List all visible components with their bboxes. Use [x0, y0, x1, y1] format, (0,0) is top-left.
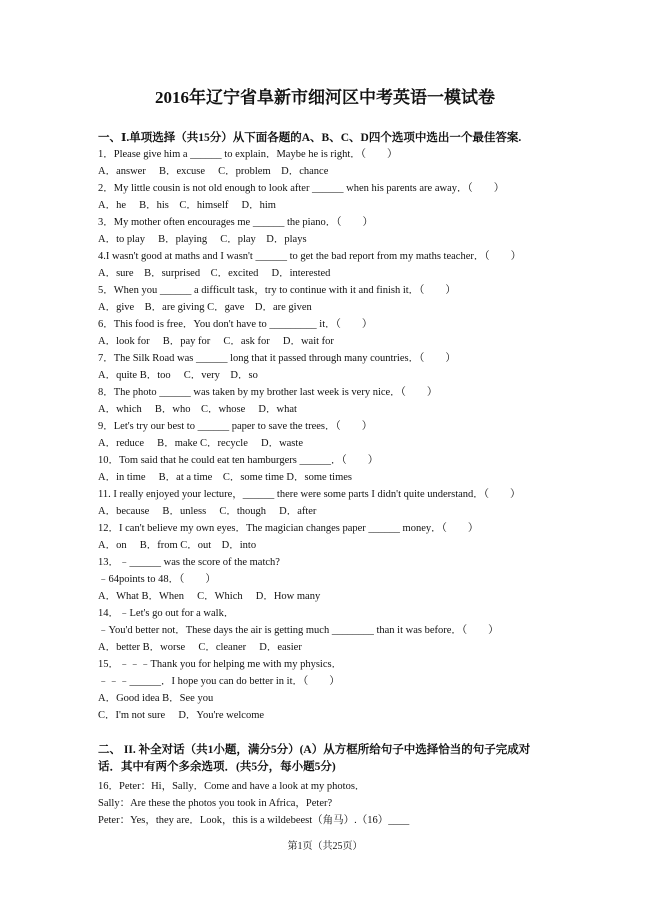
option-line: A．which B．who C．whose D．what: [98, 404, 297, 415]
dialogue-line: Peter：Yes，they are．Look，this is a wildebeest（角马）.（16）____: [98, 815, 410, 826]
option-line: A．What B．When C．Which D．How many: [98, 591, 321, 602]
question-line: 7．The Silk Road was ______ long that it passed through many countries．（ ）: [98, 353, 456, 364]
page-footer: 第1页（共25页）: [287, 841, 363, 852]
question-line: ﹣You'd better not．These days the air is getting much ________ than it was before．（ ）: [98, 625, 499, 636]
question-line: 8．The photo ______ was taken by my brother last week is very nice．（ ）: [98, 387, 438, 398]
option-line: A．answer B．excuse C．problem D．chance: [98, 166, 329, 177]
question-line: 5．When you ______ a difficult task，try to continue with it and finish it．（ ）: [98, 285, 456, 296]
section-1-heading: 一、Ⅰ.单项选择（共15分）从下面各题的A、B、C、D四个选项中选出一个最佳答案.: [98, 132, 522, 144]
question-line: 9．Let's try our best to ______ paper to save the trees．（ ）: [98, 421, 373, 432]
option-line: A．he B．his C．himself D．him: [98, 200, 276, 211]
section-2-heading-line1: 二、 II. 补全对话（共1小题，满分5分）(A）从方框所给句子中选择恰当的句子完成对: [98, 744, 531, 756]
question-line: 11. I really enjoyed your lecture，______ there were some parts I didn't quite understand．（ ）: [98, 489, 521, 500]
option-line: A．reduce B．make C．recycle D．waste: [98, 438, 303, 449]
question-line: ﹣﹣﹣______．I hope you can do better in it．（ ）: [98, 676, 340, 687]
question-line: 14．﹣Let's go out for a walk．: [98, 608, 235, 619]
question-line: 2．My little cousin is not old enough to look after ______ when his parents are away．（ ）: [98, 183, 505, 194]
option-line: A．Good idea B．See you: [98, 693, 214, 704]
page-title: 2016年辽宁省阜新市细河区中考英语一模试卷: [155, 88, 495, 107]
option-line: A．in time B．at a time C．some time D．some times: [98, 472, 353, 483]
option-line: A．sure B．surprised C．excited D．interested: [98, 268, 331, 279]
option-line: A．because B．unless C．though D．after: [98, 506, 317, 517]
question-line: 6．This food is free．You don't have to _________ it．（ ）: [98, 319, 373, 330]
question-line: 10．Tom said that he could eat ten hamburgers ______．（ ）: [98, 455, 379, 466]
question-line: 15．﹣﹣﹣Thank you for helping me with my physics．: [98, 659, 343, 670]
option-line: A．on B．from C．out D．into: [98, 540, 257, 551]
dialogue-line: 16．Peter：Hi，Sally．Come and have a look at my photos．: [98, 781, 366, 792]
question-line: 12．I can't believe my own eyes．The magician changes paper ______ money．（ ）: [98, 523, 479, 534]
section-2-heading-line2: 话．其中有两个多余选项．(共5分，每小题5分): [98, 761, 336, 773]
option-line: A．better B．worse C．cleaner D．easier: [98, 642, 302, 653]
option-line: C．I'm not sure D．You're welcome: [98, 710, 265, 721]
option-line: A．quite B．too C．very D．so: [98, 370, 258, 381]
option-line: A．give B．are giving C．gave D．are given: [98, 302, 312, 313]
option-line: A．look for B．pay for C．ask for D．wait for: [98, 336, 334, 347]
dialogue-line: Sally：Are these the photos you took in Africa，Peter?: [98, 798, 333, 809]
question-line: 4.I wasn't good at maths and I wasn't ______ to get the bad report from my maths teacher．（ ）: [98, 251, 522, 262]
option-line: A．to play B．playing C．play D．plays: [98, 234, 307, 245]
question-line: 1．Please give him a ______ to explain．Maybe he is right．（ ）: [98, 149, 398, 160]
question-line: ﹣64points to 48．（ ）: [98, 574, 216, 585]
question-line: 3．My mother often encourages me ______ the piano．（ ）: [98, 217, 373, 228]
question-line: 13．﹣______ was the score of the match?: [98, 557, 280, 568]
